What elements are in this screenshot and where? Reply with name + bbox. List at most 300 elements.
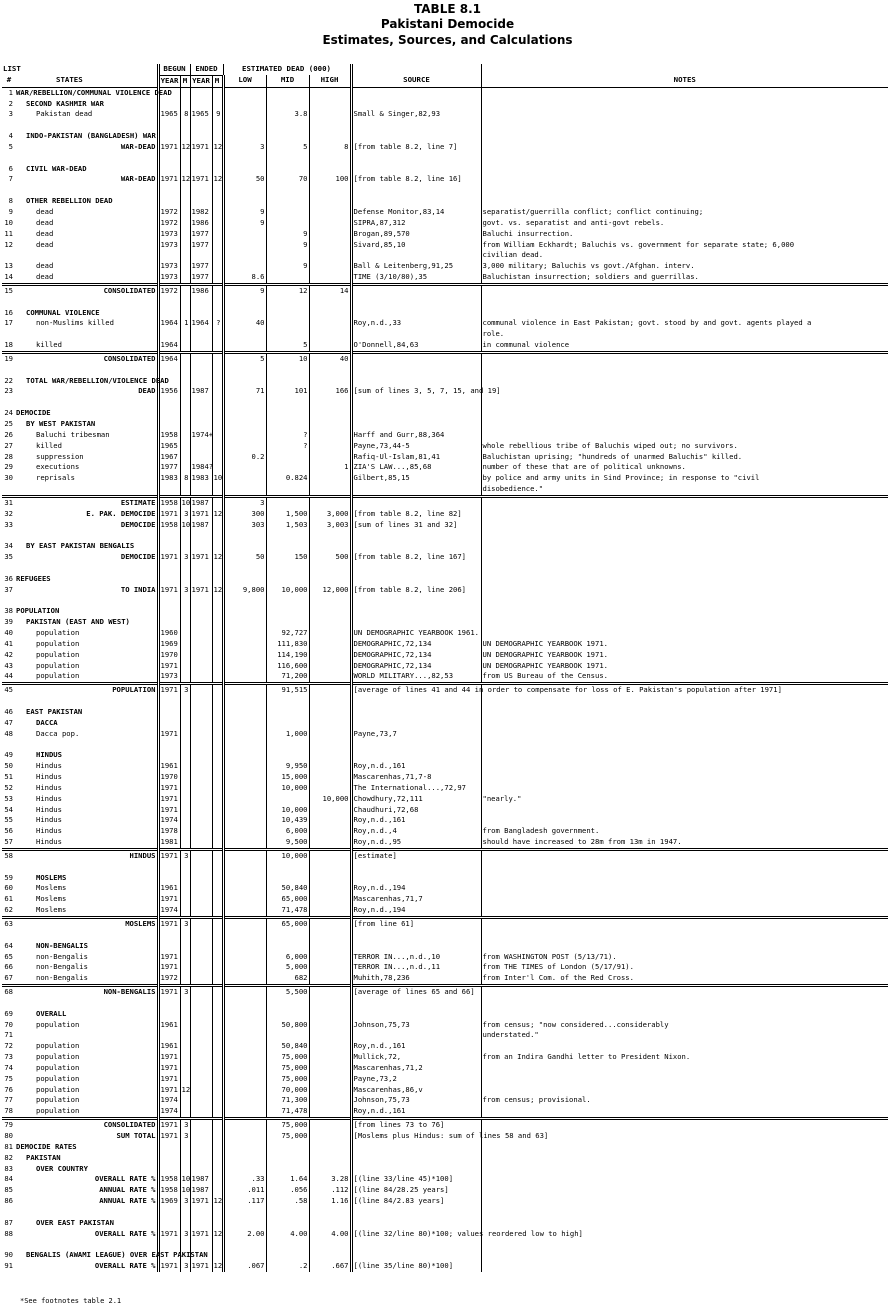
line-number: 46 (4, 706, 13, 716)
high-estimate (309, 397, 351, 408)
begun-year: 1965 (158, 441, 180, 452)
high-estimate (309, 639, 351, 650)
high-estimate (309, 1020, 351, 1031)
state-cell: non-Bengalis (36, 962, 88, 972)
source-cell: [(line 84/2.83 years] (351, 1196, 481, 1207)
ended-year (190, 794, 212, 805)
source-cell (351, 718, 481, 729)
line-number: 64 (4, 940, 13, 950)
table-row (2, 441, 888, 452)
ended-year (190, 563, 212, 574)
source-cell (351, 998, 481, 1009)
low-estimate (223, 164, 266, 175)
ended-year: 1986 (190, 284, 212, 296)
line-number: 88 (4, 1228, 13, 1238)
mid-estimate (266, 1218, 309, 1229)
ended-month (212, 1174, 223, 1185)
header-number: # (2, 75, 16, 87)
state-cell: COMMUNAL VIOLENCE (26, 307, 100, 317)
begun-month (180, 894, 190, 905)
mid-estimate (266, 365, 309, 376)
table-row (2, 628, 888, 639)
line-number: 71 (4, 1030, 13, 1040)
source-cell (351, 941, 481, 952)
source-cell: [(line 33/line 45)*100] (351, 1174, 481, 1185)
low-estimate (223, 772, 266, 783)
state-cell: CONSOLIDATED (16, 1119, 158, 1131)
ended-month (212, 883, 223, 894)
table-row (2, 530, 888, 541)
begun-month (180, 462, 190, 473)
low-estimate (223, 1052, 266, 1063)
table-title: Pakistani Democide (380, 17, 515, 31)
ended-year (190, 998, 212, 1009)
header-begun: BEGUN (158, 64, 190, 75)
ended-month: ? (212, 318, 223, 329)
table-row (2, 986, 888, 998)
high-estimate (309, 952, 351, 963)
ended-year (190, 120, 212, 131)
high-estimate: 14 (309, 284, 351, 296)
source-cell (351, 250, 481, 261)
ended-year: 1983 (190, 473, 212, 484)
low-estimate (223, 815, 266, 826)
low-estimate (223, 862, 266, 873)
notes-cell (481, 174, 888, 185)
begun-month (180, 386, 190, 397)
begun-month (180, 1030, 190, 1041)
notes-cell (481, 805, 888, 816)
source-cell: Roy,n.d.,194 (351, 905, 481, 917)
table-row (2, 962, 888, 973)
ended-month (212, 849, 223, 861)
source-cell (351, 365, 481, 376)
high-estimate (309, 750, 351, 761)
high-estimate (309, 131, 351, 142)
state-cell: population (36, 638, 80, 648)
begun-month (180, 284, 190, 296)
mid-estimate: 9 (266, 229, 309, 240)
low-estimate (223, 185, 266, 196)
low-estimate (223, 883, 266, 894)
source-cell: Small & Singer,82,93 (351, 109, 481, 120)
mid-estimate (266, 462, 309, 473)
notes-cell: "nearly." (481, 794, 888, 805)
begun-month (180, 376, 190, 387)
notes-cell (481, 1119, 888, 1131)
begun-month: 3 (180, 684, 190, 696)
high-estimate: 500 (309, 552, 351, 563)
ended-month (212, 1052, 223, 1063)
line-number: 36 (4, 573, 13, 583)
line-number: 38 (4, 606, 13, 616)
source-cell: DEMOGRAPHIC,72,134 (351, 639, 481, 650)
begun-year (158, 408, 180, 419)
mid-estimate: 10,000 (266, 849, 309, 861)
source-cell: Defense Monitor,83,14 (351, 207, 481, 218)
line-number: 60 (4, 883, 13, 893)
ended-year (190, 826, 212, 837)
mid-estimate (266, 185, 309, 196)
begun-year: 1971 (158, 1063, 180, 1074)
begun-year (158, 941, 180, 952)
source-cell: Harff and Gurr,88,364 (351, 430, 481, 441)
begun-year: 1971 (158, 783, 180, 794)
line-number: 32 (4, 508, 13, 518)
state-cell: NON-BENGALIS (36, 940, 88, 950)
high-estimate (309, 329, 351, 340)
table-row (2, 473, 888, 484)
line-number: 56 (4, 826, 13, 836)
source-cell: Muhith,78,236 (351, 973, 481, 985)
begun-year (158, 120, 180, 131)
begun-year: 1964 (158, 340, 180, 352)
table-row (2, 1085, 888, 1096)
notes-cell (481, 1250, 888, 1261)
source-cell (351, 329, 481, 340)
ended-year: 1971 (190, 1196, 212, 1207)
high-estimate (309, 408, 351, 419)
table-row (2, 284, 888, 296)
low-estimate: 2.00 (223, 1229, 266, 1240)
table-row (2, 574, 888, 585)
high-estimate (309, 1131, 351, 1142)
begun-year: 1971 (158, 952, 180, 963)
ended-month (212, 617, 223, 628)
source-cell (351, 606, 481, 617)
begun-year: 1973 (158, 229, 180, 240)
state-cell: Hindus (36, 826, 62, 836)
notes-cell: from William Eckhardt; Baluchis vs. government for separate state; 6,000 (481, 240, 888, 251)
line-number: 61 (4, 894, 13, 904)
begun-year: 1972 (158, 207, 180, 218)
source-cell: Chaudhuri,72,68 (351, 805, 481, 816)
line-number (2, 484, 16, 496)
ended-month (212, 650, 223, 661)
ended-month (212, 707, 223, 718)
ended-year: 1971 (190, 1261, 212, 1272)
begun-month (180, 696, 190, 707)
begun-year: 1971 (158, 1074, 180, 1085)
begun-month (180, 563, 190, 574)
begun-month: 3 (180, 849, 190, 861)
begun-month (180, 131, 190, 142)
line-number: 62 (4, 905, 13, 915)
notes-cell (481, 729, 888, 740)
begun-month (180, 1164, 190, 1175)
line-number: 85 (4, 1185, 13, 1195)
mid-estimate (266, 541, 309, 552)
ended-year: 1971 (190, 142, 212, 153)
ended-year: 1977 (190, 229, 212, 240)
begun-year (158, 696, 180, 707)
low-estimate (223, 650, 266, 661)
mid-estimate: 10,000 (266, 585, 309, 596)
high-estimate (309, 1239, 351, 1250)
low-estimate: 0.2 (223, 452, 266, 463)
mid-estimate: 75,000 (266, 1119, 309, 1131)
ended-year (190, 894, 212, 905)
ended-year (190, 617, 212, 628)
source-cell: [sum of lines 31 and 32] (351, 520, 481, 531)
source-cell: [from table 8.2, line 206] (351, 585, 481, 596)
source-cell: Payne,73,44-5 (351, 441, 481, 452)
begun-month: 3 (180, 509, 190, 520)
notes-cell: by police and army units in Sind Province; in response to "civil (481, 473, 888, 484)
begun-year: 1961 (158, 1041, 180, 1052)
begun-year: 1965 (158, 109, 180, 120)
begun-year: 1956 (158, 386, 180, 397)
mid-estimate: 101 (266, 386, 309, 397)
ended-year (190, 930, 212, 941)
source-cell (351, 397, 481, 408)
mid-estimate (266, 99, 309, 110)
notes-cell (481, 541, 888, 552)
begun-year: 1981 (158, 837, 180, 849)
notes-cell (481, 109, 888, 120)
line-number: 12 (4, 239, 13, 249)
mid-estimate: 10,000 (266, 805, 309, 816)
begun-month (180, 441, 190, 452)
ended-month (212, 541, 223, 552)
high-estimate (309, 783, 351, 794)
source-cell (351, 99, 481, 110)
ended-month (212, 718, 223, 729)
source-cell (351, 87, 481, 98)
low-estimate (223, 617, 266, 628)
begun-year: 1971 (158, 1052, 180, 1063)
line-number: 79 (2, 1119, 16, 1131)
begun-month: 3 (180, 986, 190, 998)
notes-cell (481, 606, 888, 617)
begun-month (180, 240, 190, 251)
begun-year (158, 998, 180, 1009)
begun-year (158, 153, 180, 164)
ended-month (212, 1020, 223, 1031)
line-number: 26 (4, 429, 13, 439)
begun-month (180, 164, 190, 175)
table-row (2, 318, 888, 329)
line-number: 86 (4, 1196, 13, 1206)
ended-month (212, 639, 223, 650)
ended-year (190, 671, 212, 683)
begun-year (158, 250, 180, 261)
state-cell: Hindus (36, 761, 62, 771)
low-estimate (223, 365, 266, 376)
line-number: 2 (8, 98, 13, 108)
line-number: 19 (2, 352, 16, 364)
low-estimate (223, 1041, 266, 1052)
notes-cell (481, 1261, 888, 1272)
begun-year: 1971 (158, 142, 180, 153)
source-cell: DEMOGRAPHIC,72,134 (351, 650, 481, 661)
table-row (2, 805, 888, 816)
begun-month (180, 941, 190, 952)
begun-year (158, 164, 180, 175)
line-number: 31 (2, 496, 16, 508)
line-number: 77 (4, 1095, 13, 1105)
source-cell: TIME (3/10/80),35 (351, 272, 481, 284)
ended-month (212, 261, 223, 272)
ended-month (212, 365, 223, 376)
mid-estimate (266, 1142, 309, 1153)
notes-cell (481, 164, 888, 175)
state-cell: TOTAL WAR/REBELLION/VIOLENCE DEAD (26, 375, 169, 385)
state-cell: WAR-DEAD (120, 174, 156, 184)
mid-estimate (266, 452, 309, 463)
low-estimate: .33 (223, 1174, 266, 1185)
line-number: 87 (4, 1217, 13, 1227)
table-row (2, 563, 888, 574)
ended-year (190, 783, 212, 794)
line-number (2, 930, 16, 941)
begun-year (158, 718, 180, 729)
notes-cell: from WASHINGTON POST (5/13/71). (481, 952, 888, 963)
mid-estimate: 12 (266, 284, 309, 296)
ended-month (212, 750, 223, 761)
source-cell: [from table 8.2, line 167] (351, 552, 481, 563)
ended-month (212, 772, 223, 783)
begun-month (180, 218, 190, 229)
begun-month (180, 794, 190, 805)
table-subtitle: Estimates, Sources, and Calculations (322, 33, 573, 47)
source-cell: Chowdhury,72,111 (351, 794, 481, 805)
high-estimate (309, 671, 351, 683)
low-estimate: 3 (223, 142, 266, 153)
source-cell (351, 696, 481, 707)
high-estimate: 166 (309, 386, 351, 397)
state-cell: Moslems (36, 894, 67, 904)
low-estimate (223, 1095, 266, 1106)
begun-year: 1958 (158, 430, 180, 441)
state-cell: dead (36, 239, 54, 249)
header-mid: MID (266, 75, 309, 87)
high-estimate (309, 815, 351, 826)
notes-cell: number of these that are of political unknowns. (481, 462, 888, 473)
high-estimate (309, 574, 351, 585)
high-estimate (309, 628, 351, 639)
ended-year: 1987 (190, 1174, 212, 1185)
ended-year (190, 1218, 212, 1229)
table-body (2, 87, 888, 1272)
line-number: 33 (4, 519, 13, 529)
begun-month: 3 (180, 1196, 190, 1207)
mid-estimate (266, 794, 309, 805)
notes-cell (481, 873, 888, 884)
line-number (2, 739, 16, 750)
ended-month (212, 1142, 223, 1153)
table-row (2, 973, 888, 985)
notes-cell (481, 365, 888, 376)
line-number: 29 (4, 462, 13, 472)
ended-month (212, 661, 223, 672)
ended-month (212, 1030, 223, 1041)
begun-month (180, 606, 190, 617)
line-number: 58 (2, 849, 16, 861)
source-cell: TERROR IN...,n.d.,11 (351, 962, 481, 973)
source-cell (351, 308, 481, 319)
line-number: 3 (8, 109, 13, 119)
ended-month (212, 1063, 223, 1074)
table-row (2, 1261, 888, 1272)
source-cell (351, 1164, 481, 1175)
mid-estimate: .056 (266, 1185, 309, 1196)
high-estimate (309, 696, 351, 707)
state-cell: Hindus (36, 804, 62, 814)
notes-cell (481, 397, 888, 408)
mid-estimate (266, 408, 309, 419)
high-estimate (309, 837, 351, 849)
line-number (2, 530, 16, 541)
high-estimate (309, 261, 351, 272)
begun-year (158, 596, 180, 607)
state-cell: DEMOCIDE (120, 519, 156, 529)
state-cell: dead (36, 206, 54, 216)
high-estimate (309, 563, 351, 574)
notes-cell: in communal violence (481, 340, 888, 352)
ended-month (212, 1095, 223, 1106)
ended-month: 12 (213, 174, 223, 184)
begun-month (180, 340, 190, 352)
begun-month (180, 1207, 190, 1218)
high-estimate (309, 430, 351, 441)
mid-estimate: 91,515 (266, 684, 309, 696)
ended-month (212, 196, 223, 207)
begun-year: 1969 (158, 1196, 180, 1207)
mid-estimate: 3.8 (266, 109, 309, 120)
mid-estimate (266, 606, 309, 617)
line-number: 67 (4, 973, 13, 983)
mid-estimate: 10,439 (266, 815, 309, 826)
notes-cell (481, 1218, 888, 1229)
notes-cell: from census; provisional. (481, 1095, 888, 1106)
mid-estimate: 65,000 (266, 894, 309, 905)
low-estimate (223, 397, 266, 408)
source-cell: Johnson,75,73 (351, 1095, 481, 1106)
high-estimate (309, 941, 351, 952)
ended-month (212, 783, 223, 794)
table-row (2, 894, 888, 905)
begun-month (180, 419, 190, 430)
source-cell (351, 739, 481, 750)
ended-month (212, 131, 223, 142)
ended-month (212, 574, 223, 585)
ended-year (190, 308, 212, 319)
table-row (2, 761, 888, 772)
line-number: 72 (4, 1041, 13, 1051)
low-estimate (223, 661, 266, 672)
ended-month (212, 218, 223, 229)
high-estimate: 12,000 (309, 585, 351, 596)
source-cell (351, 1239, 481, 1250)
source-cell: ZIA'S LAW...,85,68 (351, 462, 481, 473)
source-cell (351, 1142, 481, 1153)
mid-estimate (266, 930, 309, 941)
begun-month (180, 329, 190, 340)
line-number: 23 (4, 386, 13, 396)
begun-year: 1971 (158, 1261, 180, 1272)
source-cell: [average of lines 65 and 66] (351, 986, 481, 998)
table-row (2, 329, 888, 340)
ended-year (190, 131, 212, 142)
low-estimate: 40 (223, 318, 266, 329)
begun-month (180, 229, 190, 240)
notes-cell (481, 930, 888, 941)
state-cell (16, 484, 158, 496)
table-row (2, 862, 888, 873)
state-cell (16, 862, 158, 873)
begun-year: 1971 (158, 986, 180, 998)
